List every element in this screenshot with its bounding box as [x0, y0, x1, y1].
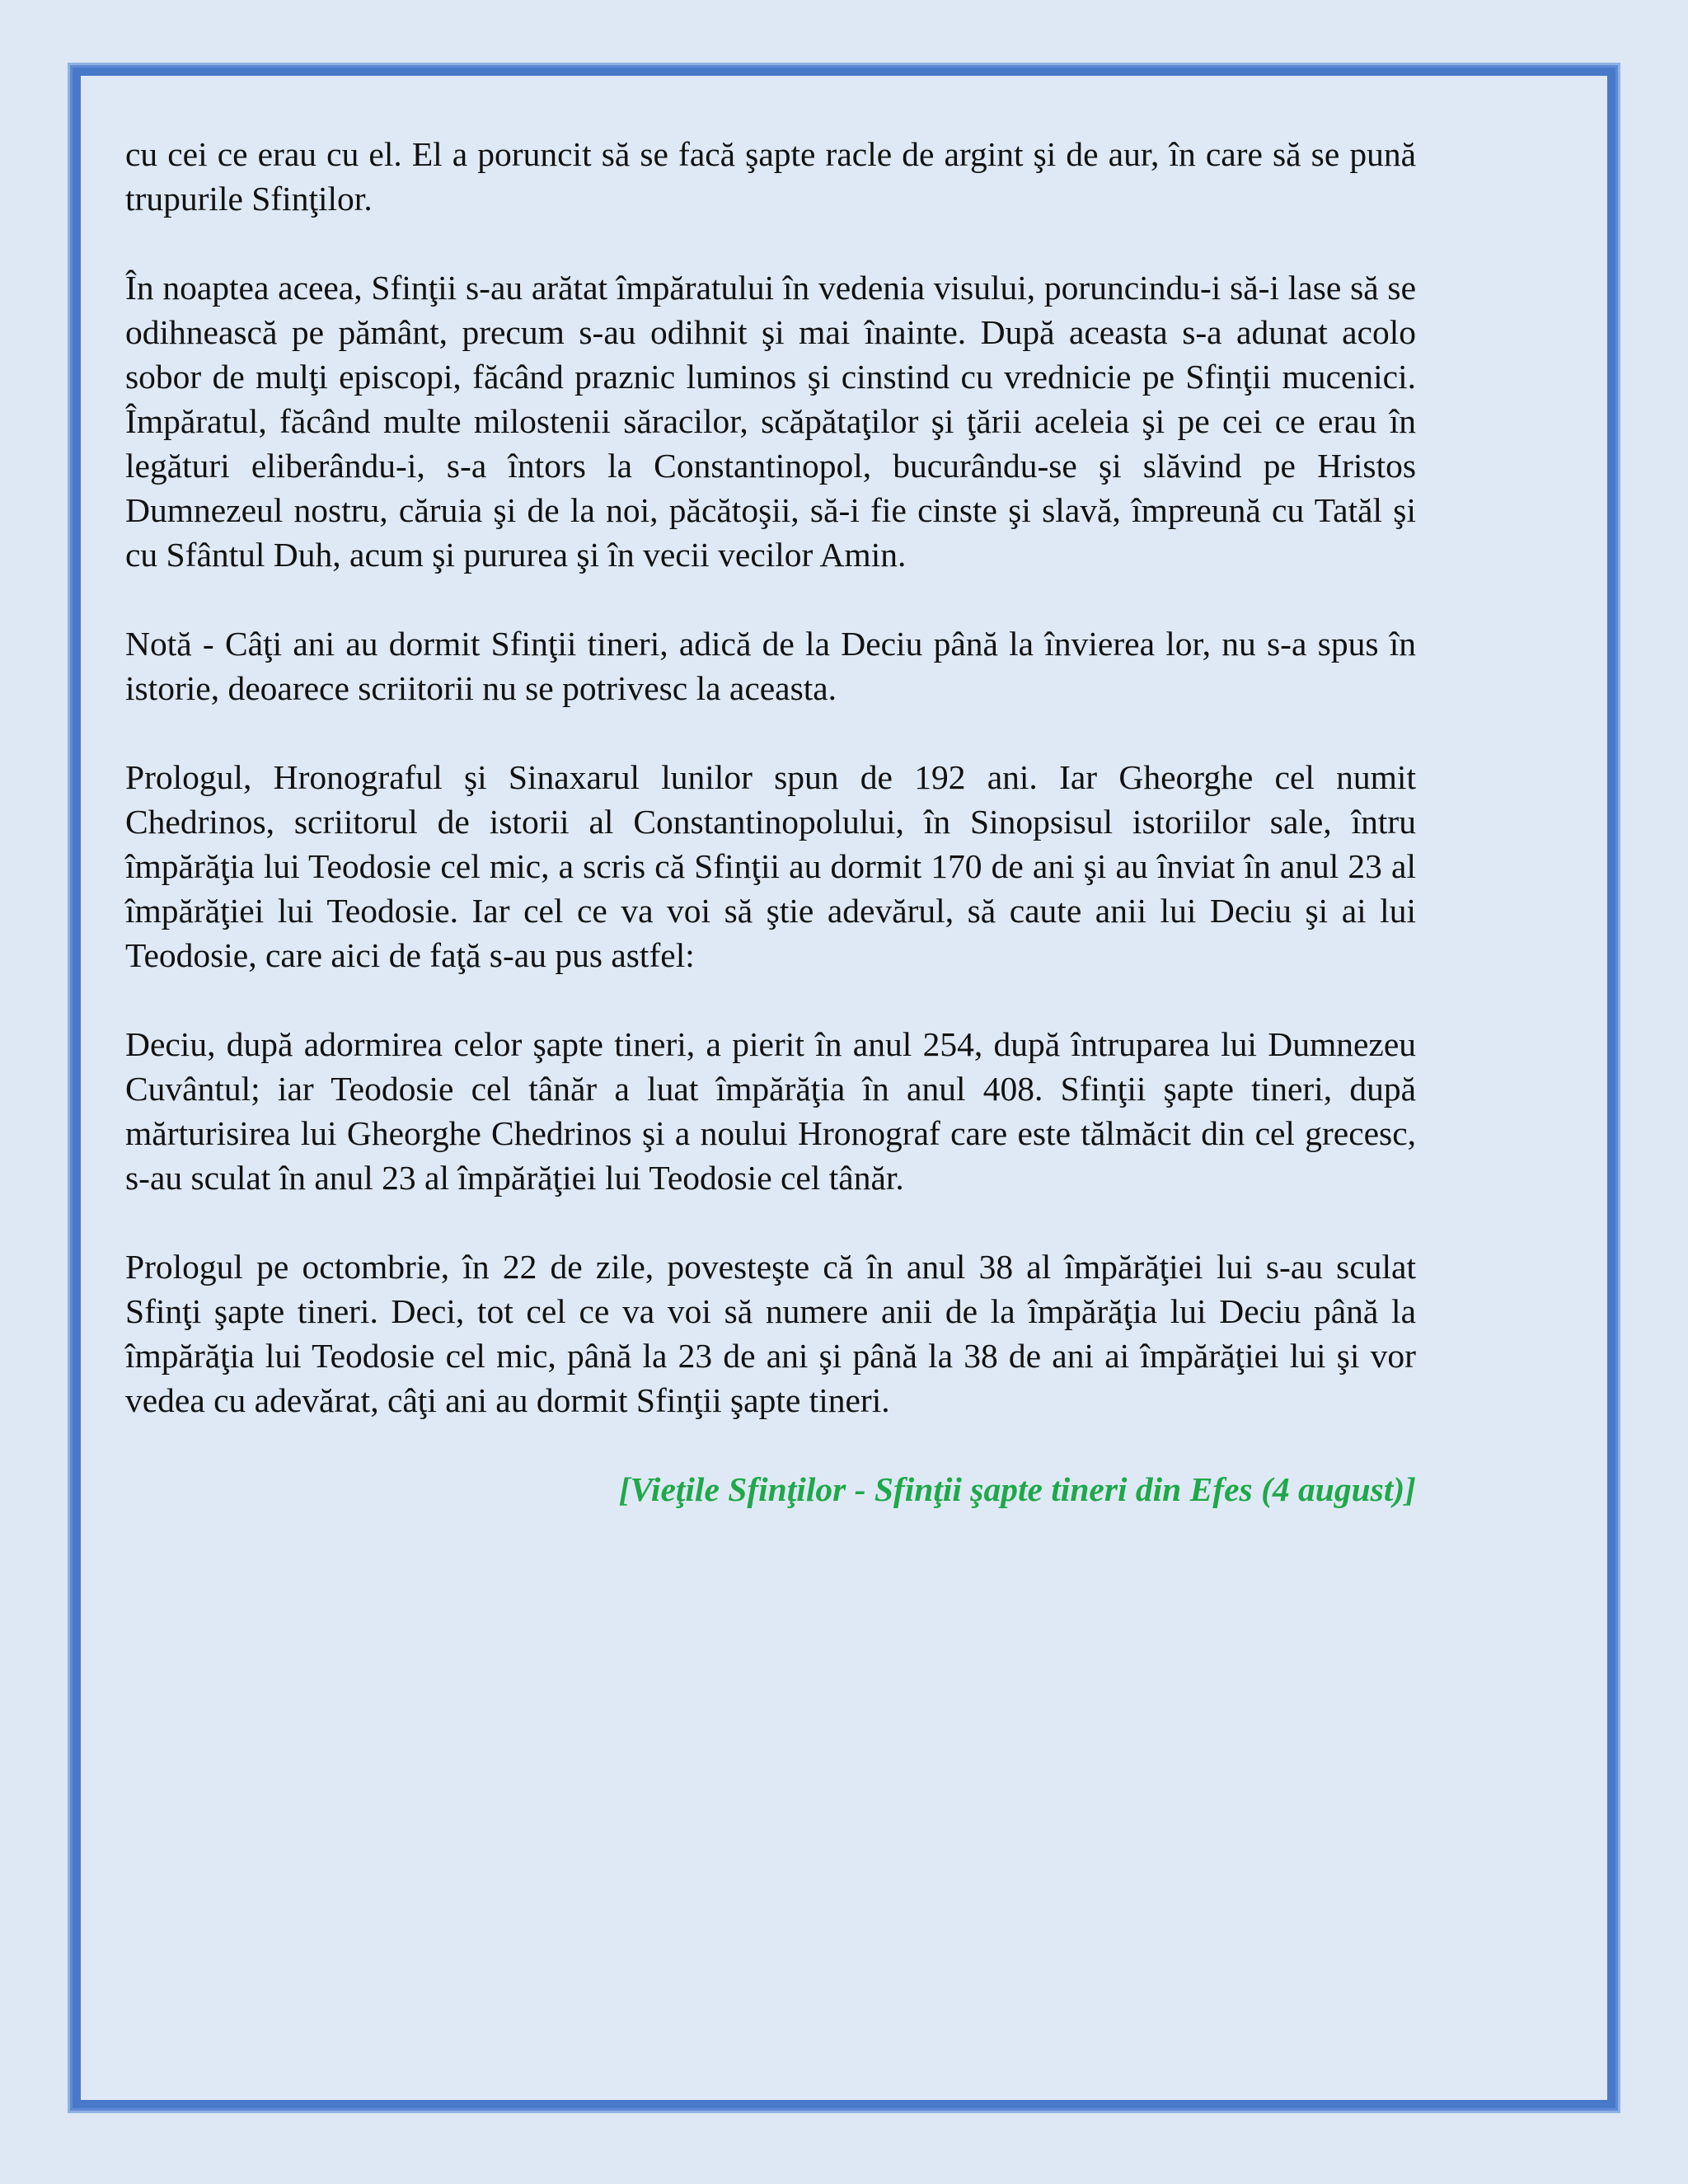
source-citation: [Vieţile Sfinţilor - Sfinţii şapte tineri din Efes (4 august)] — [618, 1470, 1416, 1508]
paragraph-1: cu cei ce erau cu el. El a poruncit să se facă şapte racle de argint şi de aur, în care să se pună trupurile Sfinţilor. — [125, 135, 1416, 218]
paragraph-2: În noaptea aceea, Sfinţii s-au arătat împăratului în vedenia visului, poruncindu-i să-i lase să se odihnească pe pământ, precum s-au odihnit şi mai înainte. După aceasta s-a adunat acolo sobor de mulţi episcopi, făcând praznic luminos şi cinstind cu vrednicie pe Sfinţii mucenici. Împăratul, făcând multe milostenii săracilor, scăpătaţilor şi ţării aceleia şi pe cei ce erau în legături eliberându-i, s-a întors la Constantinopol, bucurându-se şi slăvind pe Hristos Dumnezeul nostru, căruia şi de la noi, păcătoşii, să-i fie cinste şi slavă, împreună cu Tatăl şi cu Sfântul Duh, acum şi pururea şi în vecii vecilor Amin. — [125, 269, 1416, 574]
paragraph-5: Deciu, după adormirea celor şapte tineri, a pierit în anul 254, după întruparea lui Dumnezeu Cuvântul; iar Teodosie cel tânăr a luat împărăţia în anul 408. Sfinţii şapte tineri, după mărturisirea lui Gheorghe Chedrinos şi a noului Hronograf care este tălmăcit din cel grecesc, s-au sculat în anul 23 al împărăţiei lui Teodosie cel tânăr. — [125, 1025, 1416, 1197]
paragraph-3: Notă - Câţi ani au dormit Sfinţii tineri, adică de la Deciu până la învierea lor, nu s-a spus în istorie, deoarece scriitorii nu se potrivesc la aceasta. — [125, 625, 1416, 707]
document-body — [125, 132, 1416, 1556]
paragraph-4: Prologul, Hronograful şi Sinaxarul lunilor spun de 192 ani. Iar Gheorghe cel numit Chedrinos, scriitorul de istorii al Constantinopolului, în Sinopsisul istoriilor sale, întru împărăţia lui Teodosie cel mic, a scris că Sfinţii au dormit 170 de ani şi au înviat în anul 23 al împărăţiei lui Teodosie. Iar cel ce va voi să ştie adevărul, să caute anii lui Deciu şi ai lui Teodosie, care aici de faţă s-au pus astfel: — [125, 758, 1416, 974]
paragraph-6: Prologul pe octombrie, în 22 de zile, povesteşte că în anul 38 al împărăţiei lui s-au sculat Sfinţi şapte tineri. Deci, tot cel ce va voi să numere anii de la împărăţia lui Deciu până la împărăţia lui Teodosie cel mic, până la 23 de ani şi până la 38 de ani ai împărăţiei lui şi vor vedea cu adevărat, câţi ani au dormit Sfinţii şapte tineri. — [125, 1248, 1416, 1419]
